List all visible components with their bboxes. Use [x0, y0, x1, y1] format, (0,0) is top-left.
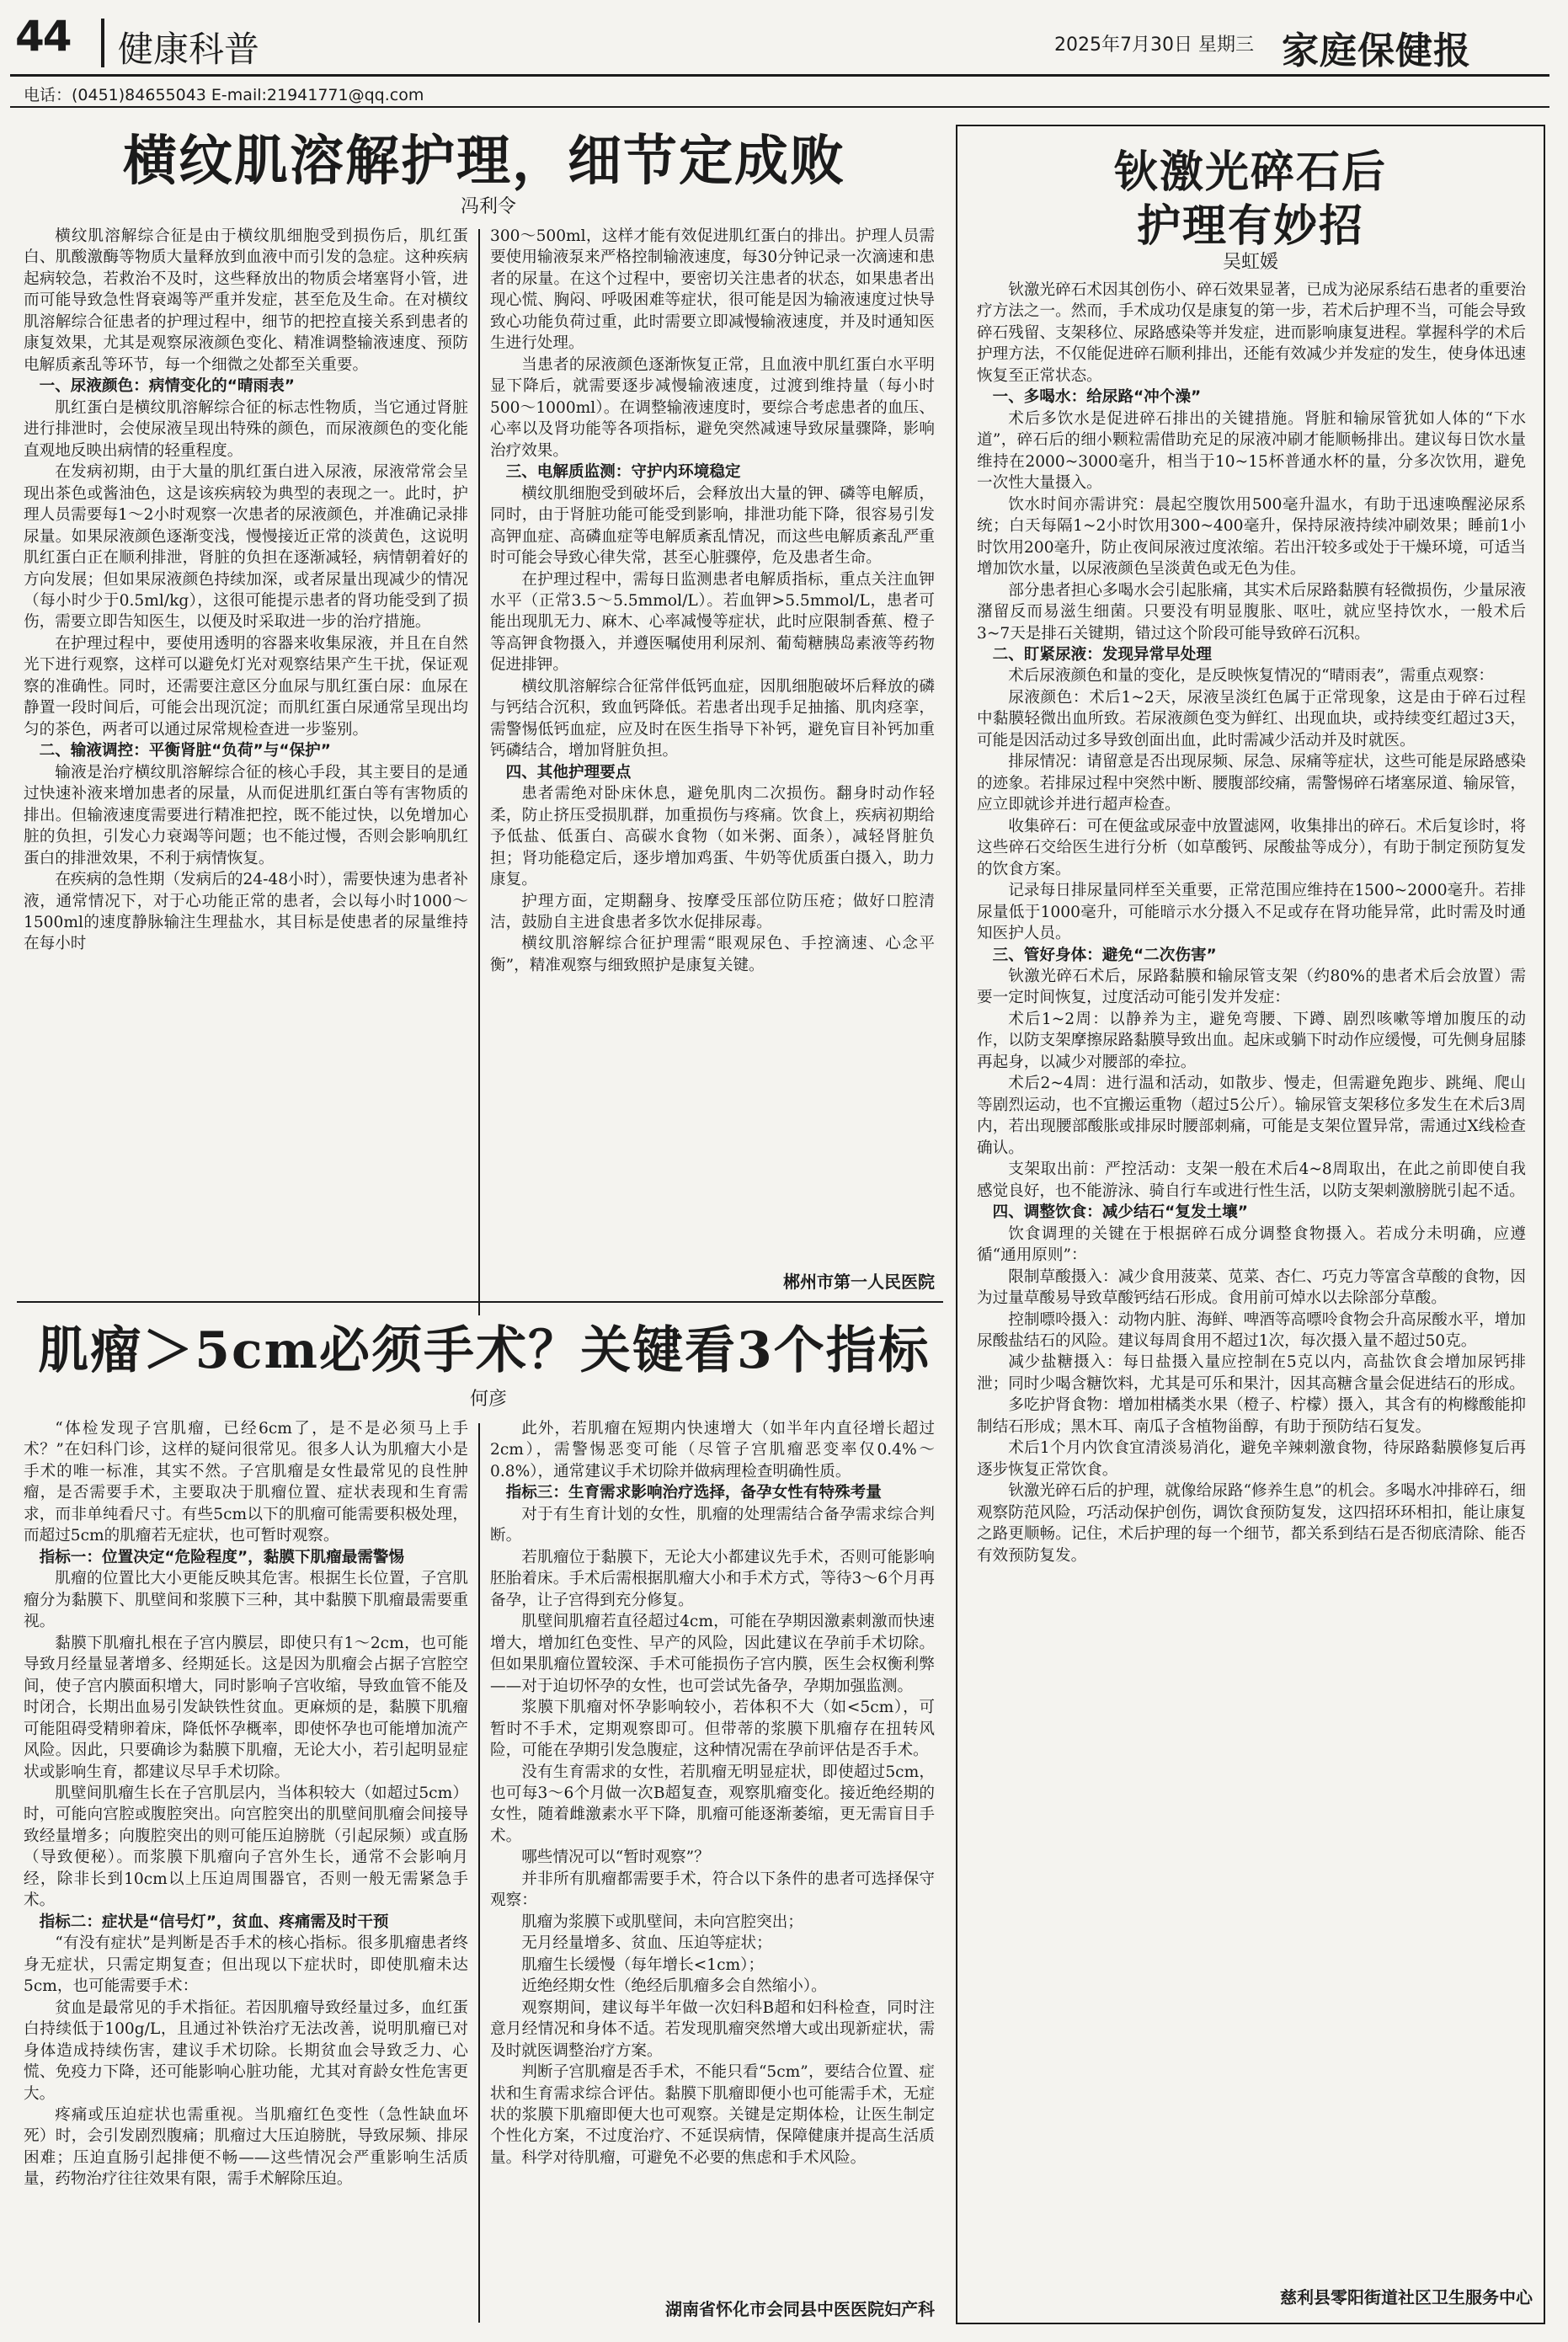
paragraph: 输液是治疗横纹肌溶解综合征的核心手段，其主要目的是通过快速补液来增加患者的尿量，从而促进肌红蛋白等有害物质的排出。但输液速度需要进行精准把控，既不能过快，以免增加心脏的负担，引发心力衰竭等问题；也不能过慢，否则会影响肌红蛋白的排泄效果，不利于病情恢复。	[24, 763, 468, 867]
paragraph: 若肌瘤位于黏膜下，无论大小都建议先手术，否则可能影响胚胎着床。手术后需根据肌瘤大小和手术方式，等待3～6个月再备孕，让子宫得到充分修复。	[490, 1548, 935, 1609]
paragraph: 钬激光碎石术因其创伤小、碎石效果显著，已成为泌尿系结石患者的重要治疗方法之一。然而，手术成功仅是康复的第一步，若术后护理不当，可能会导致碎石残留、支架移位、尿路感染等并发症，进而影响康复进程。掌握科学的术后护理方法，不仅能促进碎石顺利排出，还能有效减少并发症的发生，使身体迅速恢复至正常状态。	[977, 281, 1526, 385]
paragraph: 横纹肌溶解综合征护理需“眼观尿色、手控滴速、心念平衡”，精准观察与细致照护是康复关键。	[490, 935, 935, 974]
paragraph: 并非所有肌瘤都需要手术，符合以下条件的患者可选择保守观察：	[490, 1870, 935, 1910]
article3-title-line1: 钬激光碎石后	[1113, 147, 1387, 198]
paragraph: 浆膜下肌瘤对怀孕影响较小，若体积不大（如<5cm），可暂时不手术，定期观察即可。但带蒂的浆膜下肌瘤存在扭转风险，可能在孕期引发急腹症，这种情况需在孕前评估是否手术。	[490, 1699, 935, 1760]
subheading: 指标一：位置决定“危险程度”，黏膜下肌瘤最需警惕	[39, 1548, 405, 1566]
article1-column-1	[24, 226, 468, 1263]
paragraph: 饮水时间亦需讲究：晨起空腹饮用500毫升温水，有助于迅速唤醒泌尿系统；白天每隔1~2小时饮用300~400毫升，保持尿液持续冲刷效果；睡前1小时饮用200毫升，防止夜间尿液过度浓缩。若出汗较多或处于干燥环境，可适当增加饮水量，以尿液颜色呈淡黄色或无色为佳。	[977, 495, 1526, 579]
paragraph: 肌瘤生长缓慢（每年增长<1cm）；	[521, 1955, 765, 1974]
paragraph: 300～500ml，这样才能有效促进肌红蛋白的排出。护理人员需要使用输液泵来严格控制输液速度，每30分钟记录一次滴速和患者的尿量。在这个过程中，要密切关注患者的状态，如果患者出现心慌、胸闷、呼吸困难等症状，很可能是因为输液速度过快导致心功能负荷过重，此时需要立即减慢输液速度，并及时通知医生进行处理。	[490, 227, 935, 353]
contact-info: 电话：(0451)84655043 E-mail:21941771@qq.com	[24, 86, 424, 104]
paragraph: 饮食调理的关键在于根据碎石成分调整食物摄入。若成分未明确，应遵循“通用原则”：	[977, 1224, 1526, 1265]
paragraph: 收集碎石：可在便盆或尿壶中放置滤网，收集排出的碎石。术后复诊时，将这些碎石交给医生进行分析（如草酸钙、尿酸盐等成分），有助于制定预防复发的饮食方案。	[977, 817, 1526, 878]
paragraph: 对于有生育计划的女性，肌瘤的处理需结合备孕需求综合判断。	[490, 1505, 935, 1545]
paragraph: “有没有症状”是判断是否手术的核心指标。很多肌瘤患者终身无症状，只需定期复查；但出现以下症状时，即使肌瘤未达5cm，也可能需要手术：	[24, 1934, 468, 1996]
article3-title-line2: 护理有妙招	[1136, 200, 1364, 252]
paragraph: 钬激光碎石术后，尿路黏膜和输尿管支架（约80%的患者术后会放置）需要一定时间恢复，过度活动可能引发并发症：	[977, 968, 1526, 1007]
paragraph: 此外，若肌瘤在短期内快速增大（如半年内直径增长超过2cm），需警惕恶变可能（尽管子宫肌瘤恶变率仅0.4%～0.8%），通常建议手术切除并做病理检查明确性质。	[490, 1420, 935, 1480]
paragraph: 横纹肌溶解综合征常伴低钙血症，因肌细胞破坏后释放的磷与钙结合沉积，致血钙降低。若患者出现手足抽搐、肌肉痉挛，需警惕低钙血症，应及时在医生指导下补钙，避免盲目补钙加重钙磷结合，增加肾脏负担。	[490, 677, 935, 760]
article1-author: 冯利令	[460, 196, 516, 217]
subheading: 指标三：生育需求影响治疗选择，备孕女性有特殊考量	[505, 1484, 882, 1502]
paragraph: 观察期间，建议每半年做一次妇科B超和妇科检查，同时注意月经情况和身体不适。若发现肌瘤突然增大或出现新症状，需及时就医调整治疗方案。	[490, 1998, 935, 2060]
paragraph: 贫血是最常见的手术指征。若因肌瘤导致经量过多，血红蛋白持续低于100g/L，且通过补铁治疗无法改善，说明肌瘤已对身体造成持续伤害，建议手术切除。长期贫血会导致乏力、心慌、免疫力下降，还可能影响心脏功能，尤其对育龄女性危害更大。	[24, 1998, 468, 2103]
paragraph: 没有生育需求的女性，若肌瘤无明显症状，即使超过5cm，也可每3～6个月做一次B超复查，观察肌瘤变化。接近绝经期的女性，随着雌激素水平下降，肌瘤可能逐渐萎缩，更无需盲目手术。	[490, 1763, 935, 1845]
paragraph: 患者需绝对卧床休息，避免肌肉二次损伤。翻身时动作轻柔，防止挤压受损肌群，加重损伤与疼痛。饮食上，疾病初期给予低盐、低蛋白、高碳水食物（如米粥、面条），减轻肾脏负担；肾功能稳定后，逐步增加鸡蛋、牛奶等优质蛋白摄入，助力康复。	[490, 785, 935, 889]
paragraph: 近绝经期女性（绝经后肌瘤多会自然缩小）。	[521, 1977, 827, 1996]
paragraph: 在疾病的急性期（发病后的24-48小时），需要快速为患者补液，通常情况下，对于心功能正常的患者，会以每小时1000～1500ml的速度静脉输注生理盐水，其目标是使患者的尿量维持在每小时	[24, 871, 468, 953]
paragraph: 控制嘌呤摄入：动物内脏、海鲜、啤酒等高嘌呤食物会升高尿酸水平，增加尿酸盐结石的风险。建议每周食用不超过1次，每次摄入量不超过50克。	[977, 1310, 1526, 1350]
subheading: 三、电解质监测：守护内环境稳定	[505, 463, 741, 482]
paragraph: 疼痛或压迫症状也需重视。当肌瘤红色变性（急性缺血坏死）时，会引发剧烈腹痛；肌瘤过大压迫膀胱，导致尿频、排尿困难；压迫直肠引起排便不畅——这些情况会严重影响生活质量，药物治疗往往效果有限，需手术解除压迫。	[24, 2106, 468, 2189]
paragraph: 肌瘤为浆膜下或肌壁间，未向宫腔突出；	[521, 1913, 803, 1931]
issue-date: 2025年7月30日 星期三	[1054, 35, 1254, 56]
article-separator	[17, 1301, 943, 1303]
paragraph: 哪些情况可以“暂时观察”？	[521, 1849, 710, 1867]
paragraph: 横纹肌细胞受到破坏后，会释放出大量的钾、磷等电解质，同时，由于肾脏功能可能受到影响，排泄功能下降，很容易引发高钾血症、高磷血症等电解质紊乱情况，而这些电解质紊乱严重时可能会导致心律失常，甚至心脏骤停，危及患者生命。	[490, 484, 935, 568]
paragraph: 横纹肌溶解综合征是由于横纹肌细胞受到损伤后，肌红蛋白、肌酸激酶等物质大量释放到血液中而引发的急症。这种疾病起病较急，若救治不及时，这些释放出的物质会堵塞肾小管，进而可能导致急性肾衰竭等严重并发症，甚至危及生命。在对横纹肌溶解综合征患者的护理过程中，细节的把控直接关系到患者的康复效果，尤其是观察尿液颜色变化、精准调整输液速度、预防电解质紊乱等环节，每一个细微之处都至关重要。	[24, 227, 468, 374]
article2-source: 湖南省怀化市会同县中医医院妇产科	[665, 2299, 935, 2319]
paragraph: 肌壁间肌瘤生长在子宫肌层内，当体积较大（如超过5cm）时，可能向宫腔或腹腔突出。向宫腔突出的肌壁间肌瘤会间接导致经量增多；向腹腔突出的则可能压迫膀胱（引起尿频）或直肠（导致便秘）。而浆膜下肌瘤向子宫外生长，通常不会影响月经，除非长到10cm以上压迫周围器官，否则一般无需紧急手术。	[24, 1784, 468, 1910]
header-rule	[10, 74, 1549, 77]
paragraph: 排尿情况：请留意是否出现尿频、尿急、尿痛等症状，这些可能是尿路感染的迹象。若排尿过程中突然中断、腰腹部绞痛，需警惕碎石堵塞尿道、输尿管，应立即就诊并进行超声检查。	[977, 753, 1526, 814]
paragraph: 肌壁间肌瘤若直径超过4cm，可能在孕期因激素刺激而快速增大，增加红色变性、早产的风险，因此建议在孕前手术切除。但如果肌瘤位置较深、手术可能损伤子宫内膜，医生会权衡利弊——对于迫切怀孕的女性，也可尝试先备孕，孕期加强监测。	[490, 1613, 935, 1695]
paragraph: 黏膜下肌瘤扎根在子宫内膜层，即使只有1～2cm，也可能导致月经量显著增多、经期延长。这是因为肌瘤会占据子宫腔空间，使子宫内膜面积增大，同时影响子宫收缩，导致血管不能及时闭合，长期出血易引发缺铁性贫血。更麻烦的是，黏膜下肌瘤可能阻碍受精卵着床，降低怀孕概率，即使怀孕也可能增加流产风险。因此，只要确诊为黏膜下肌瘤，无论大小，若引起明显症状或影响生育，都建议尽早手术切除。	[24, 1634, 468, 1781]
article1-column-2	[490, 226, 935, 1263]
masthead: 家庭保健报	[1282, 29, 1471, 72]
page-header	[10, 12, 1549, 71]
article3-source: 慈利县零阳街道社区卫生服务中心	[1280, 2287, 1533, 2307]
subheading: 四、调整饮食：减少结石“复发土壤”	[992, 1203, 1248, 1222]
paragraph: 在发病初期，由于大量的肌红蛋白进入尿液，尿液常常会呈现出茶色或酱油色，这是该疾病较为典型的表现之一。此时，护理人员需要每1～2小时观察一次患者的尿液颜色，并准确记录排尿量。如果尿液颜色逐渐变浅，慢慢接近正常的淡黄色，这说明肌红蛋白正在顺利排泄，肾脏的负担在逐渐减轻，病情朝着好的方向发展；但如果尿液颜色持续加深，或者尿量出现减少的情况（每小时少于0.5ml/kg），这很可能提示患者的肾功能受到了损伤，需要立即告知医生，以便及时采取进一步的治疗措施。	[24, 463, 468, 632]
paragraph: 多吃护肾食物：增加柑橘类水果（橙子、柠檬）摄入，其含有的枸橼酸能抑制结石形成；黑木耳、南瓜子含植物甾醇，有助于预防结石复发。	[977, 1396, 1526, 1436]
article3-author: 吴虹媛	[1222, 252, 1278, 273]
paragraph: 记录每日排尿量同样至关重要，正常范围应维持在1500~2000毫升。若排尿量低于1000毫升，可能暗示水分摄入不足或存在肾功能异常，此时需及时通知医护人员。	[977, 882, 1526, 943]
paragraph: 术后1~2周：以静养为主，避免弯腰、下蹲、剧烈咳嗽等增加腹压的动作，以防支架摩擦尿路黏膜导致出血。起床或躺下时动作应缓慢，可先侧身屈膝再起身，以减少对腰部的牵拉。	[977, 1010, 1526, 1071]
section-name: 健康科普	[118, 29, 260, 70]
subheading: 二、盯紧尿液：发现异常早处理	[992, 645, 1212, 664]
paragraph: 术后1个月内饮食宜清淡易消化，避免辛辣刺激食物，待尿路黏膜修复后再逐步恢复正常饮食。	[977, 1439, 1526, 1479]
header-divider	[101, 19, 104, 67]
subheading: 一、多喝水：给尿路“冲个澡”	[992, 388, 1202, 407]
paragraph: 肌红蛋白是横纹肌溶解综合征的标志性物质，当它通过肾脏进行排泄时，会使尿液呈现出特殊的颜色，而尿液颜色的变化能直观地反映出病情的轻重程度。	[24, 398, 468, 460]
article1-source: 郴州市第一人民医院	[783, 1272, 935, 1292]
page-number: 44	[15, 12, 71, 61]
contact-rule	[10, 106, 1549, 108]
paragraph: 减少盐糖摄入：每日盐摄入量应控制在5克以内，高盐饮食会增加尿钙排泄；同时少喝含糖饮料，尤其是可乐和果汁，因其高糖含量会促进结石的形成。	[977, 1353, 1526, 1393]
article2-title: 肌瘤＞5cm必须手术？关键看3个指标	[38, 1321, 931, 1380]
paragraph: 钬激光碎石后的护理，就像给尿路“修养生息”的机会。多喝水冲排碎石，细观察防范风险，巧活动保护创伤，调饮食预防复发，这四招环环相扣，能让康复之路更顺畅。记住，术后护理的每一个细节，都关系到结石是否彻底清除、能否有效预防复发。	[977, 1482, 1526, 1565]
article2-column-1	[24, 1418, 468, 2321]
paragraph: 限制草酸摄入：减少食用菠菜、苋菜、杏仁、巧克力等富含草酸的食物，因为过量草酸易导致草酸钙结石形成。食用前可焯水以去除部分草酸。	[977, 1267, 1526, 1308]
paragraph: 术后2~4周：进行温和活动，如散步、慢走，但需避免跑步、跳绳、爬山等剧烈运动，也不宜搬运重物（超过5公斤）。输尿管支架移位多发生在术后3周内，若出现腰部酸胀或排尿时腰部刺痛，可能是支架位置异常，需通过X线检查确认。	[977, 1075, 1526, 1157]
paragraph: 判断子宫肌瘤是否手术，不能只看“5cm”，要结合位置、症状和生育需求综合评估。黏膜下肌瘤即便小也可能需手术，无症状的浆膜下肌瘤即便大也可观察。关键是定期体检，让医生制定个性化方案，不过度治疗、不延误病情，保障健康并提高生活质量。科学对待肌瘤，可避免不必要的焦虑和手术风险。	[490, 2063, 935, 2167]
paragraph: 术后多饮水是促进碎石排出的关键措施。肾脏和输尿管犹如人体的“下水道”，碎石后的细小颗粒需借助充足的尿液冲刷才能顺畅排出。建议每日饮水量维持在2000~3000毫升，相当于10~15杯普通水杯的量，分多次饮用，避免一次性大量摄入。	[977, 409, 1526, 493]
paragraph: 部分患者担心多喝水会引起胀痛，其实术后尿路黏膜有轻微损伤，少量尿液潴留反而易滋生细菌。只要没有明显腹胀、呕吐，就应坚持饮水，一般术后3~7天是排石关键期，错过这个阶段可能导致碎石沉积。	[977, 581, 1526, 643]
paragraph: “体检发现子宫肌瘤，已经6cm了，是不是必须马上手术？”在妇科门诊，这样的疑问很常见。很多人认为肌瘤大小是手术的唯一标准，其实不然。子宫肌瘤是女性最常见的良性肿瘤，是否需要手术，主要取决于肌瘤位置、症状表现和生育需求，而非单纯看尺寸。有些5cm以下的肌瘤可能需要积极处理，而超过5cm的肌瘤若无症状，也可暂时观察。	[24, 1420, 468, 1545]
subheading: 三、管好身体：避免“二次伤害”	[992, 946, 1217, 964]
paragraph: 尿液颜色：术后1~2天，尿液呈淡红色属于正常现象，这是由于碎石过程中黏膜轻微出血所致。若尿液颜色变为鲜红、出现血块，或持续变红超过3天，可能是因活动过多导致创面出血，此时需减少活动并及时就医。	[977, 688, 1526, 750]
article1-title: 横纹肌溶解护理，细节定成败	[123, 130, 845, 193]
article2-column-2	[490, 1418, 935, 2291]
paragraph: 当患者的尿液颜色逐渐恢复正常，且血液中肌红蛋白水平明显下降后，就需要逐步减慢输液速度，过渡到维持量（每小时500～1000ml）。在调整输液速度时，要综合考虑患者的血压、心率以及肾功能等各项指标，避免突然减速导致尿量骤降，影响治疗效果。	[490, 355, 935, 460]
paragraph: 护理方面，定期翻身、按摩受压部位防压疮；做好口腔清洁，鼓励自主进食患者多饮水促排尿毒。	[490, 892, 935, 931]
subheading: 四、其他护理要点	[505, 763, 632, 782]
subheading: 指标二：症状是“信号灯”，贫血、疼痛需及时干预	[39, 1913, 389, 1931]
paragraph: 肌瘤的位置比大小更能反映其危害。根据生长位置，子宫肌瘤分为黏膜下、肌壁间和浆膜下三种，其中黏膜下肌瘤最需要重视。	[24, 1570, 468, 1631]
column-divider	[478, 229, 480, 1315]
paragraph: 无月经量增多、贫血、压迫等症状；	[521, 1934, 772, 1953]
paragraph: 在护理过程中，需每日监测患者电解质指标，重点关注血钾水平（正常3.5～5.5mmol/L）。若血钾>5.5mmol/L，患者可能出现肌无力、麻木、心率减慢等症状，此时应限制香蕉、橙子等高钾食物摄入，并遵医嘱使用利尿剂、葡萄糖胰岛素液等药物促进排钾。	[490, 570, 935, 675]
article3-column	[977, 280, 1526, 2279]
subheading: 一、尿液颜色：病情变化的“晴雨表”	[39, 377, 295, 396]
article2-author: 何彦	[469, 1389, 507, 1410]
paragraph: 支架取出前：严控活动：支架一般在术后4~8周取出，在此之前即使自我感觉良好，也不能游泳、骑自行车或进行性生活，以防支架刺激膀胱引起不适。	[977, 1160, 1526, 1200]
paragraph: 术后尿液颜色和量的变化，是反映恢复情况的“晴雨表”，需重点观察：	[1008, 667, 1495, 686]
paragraph: 在护理过程中，要使用透明的容器来收集尿液，并且在自然光下进行观察，这样可以避免灯光对观察结果产生干扰，保证观察的准确性。同时，还需要注意区分血尿与肌红蛋白尿：血尿在静置一段时间后，可能会出现沉淀；而肌红蛋白尿通常呈现出均匀的茶色，两者可以通过尿常规检查进一步鉴别。	[24, 634, 468, 739]
subheading: 二、输液调控：平衡肾脏“负荷”与“保护”	[39, 742, 331, 760]
column-divider	[478, 1423, 480, 2323]
